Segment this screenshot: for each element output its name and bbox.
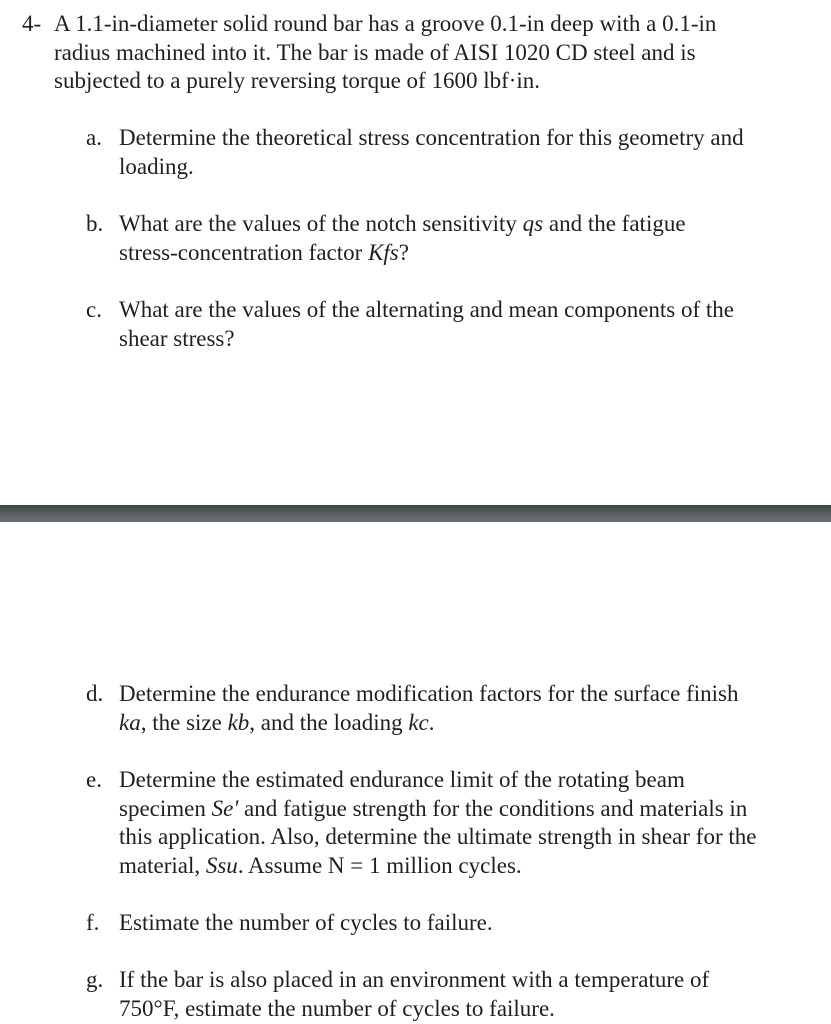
notch-sensitivity-symbol: qs	[522, 211, 544, 236]
part-e-text	[119, 766, 821, 880]
problem-number: 4-	[22, 11, 42, 36]
part-f-letter: f.	[86, 910, 100, 935]
part-a	[86, 124, 821, 181]
part-d	[86, 680, 821, 737]
part-e	[86, 766, 821, 880]
part-b	[86, 210, 821, 267]
problem-statement	[22, 10, 822, 96]
part-f	[86, 909, 821, 938]
part-b-text-3: ?	[398, 239, 409, 265]
part-c	[86, 296, 821, 353]
size-factor-symbol: kb	[227, 709, 250, 735]
part-b-text	[119, 210, 821, 267]
shear-strength-symbol: Ssu	[205, 852, 238, 878]
part-d-text-2: , the size	[140, 709, 228, 735]
surface-factor-symbol: ka	[119, 709, 141, 735]
part-d-text-1: Determine the endurance modification factors for the surface finish	[119, 681, 739, 706]
part-e-letter: e.	[86, 767, 102, 792]
part-b-letter: b.	[86, 211, 104, 236]
part-d-text	[119, 680, 821, 737]
part-c-letter: c.	[86, 297, 102, 322]
problem-intro-text: A 1.1-in-diameter solid round bar has a groove 0.1-in deep with a 0.1-in radius machined into it. The bar is made of AISI 1020 CD steel and is subjected to a purely reversing torque of 1600 lbf·in.	[54, 11, 717, 93]
part-g-letter: g.	[86, 967, 104, 992]
part-e-text-2: and fatigue strength for the conditions and materials in this application. Also, determine the ultimate strength in shear for the material,	[119, 795, 757, 878]
part-d-text-3: , and the loading	[249, 709, 409, 735]
part-a-text: Determine the theoretical stress concentration for this geometry and loading.	[119, 125, 744, 179]
part-g-text: If the bar is also placed in an environment with a temperature of 750°F, estimate the number of cycles to failure.	[119, 967, 710, 1021]
part-d-letter: d.	[86, 681, 104, 706]
loading-factor-symbol: kc	[408, 709, 429, 735]
part-a-letter: a.	[86, 125, 102, 150]
page-divider	[0, 505, 831, 522]
part-b-text-1: What are the values of the notch sensitivity	[119, 211, 523, 236]
part-f-text: Estimate the number of cycles to failure.	[119, 910, 493, 935]
endurance-limit-symbol: Se'	[211, 795, 239, 821]
part-d-text-4: .	[428, 709, 435, 735]
part-c-text: What are the values of the alternating and mean components of the shear stress?	[119, 297, 735, 351]
part-g	[86, 966, 821, 1023]
part-e-text-1: Determine the estimated endurance limit of the rotating beam specimen	[119, 767, 685, 821]
part-e-text-3: . Assume N = 1 million cycles.	[237, 852, 522, 878]
part-b-text-2: and the fatigue stress-concentration factor	[119, 211, 686, 265]
fatigue-factor-symbol: Kfs	[368, 239, 399, 265]
